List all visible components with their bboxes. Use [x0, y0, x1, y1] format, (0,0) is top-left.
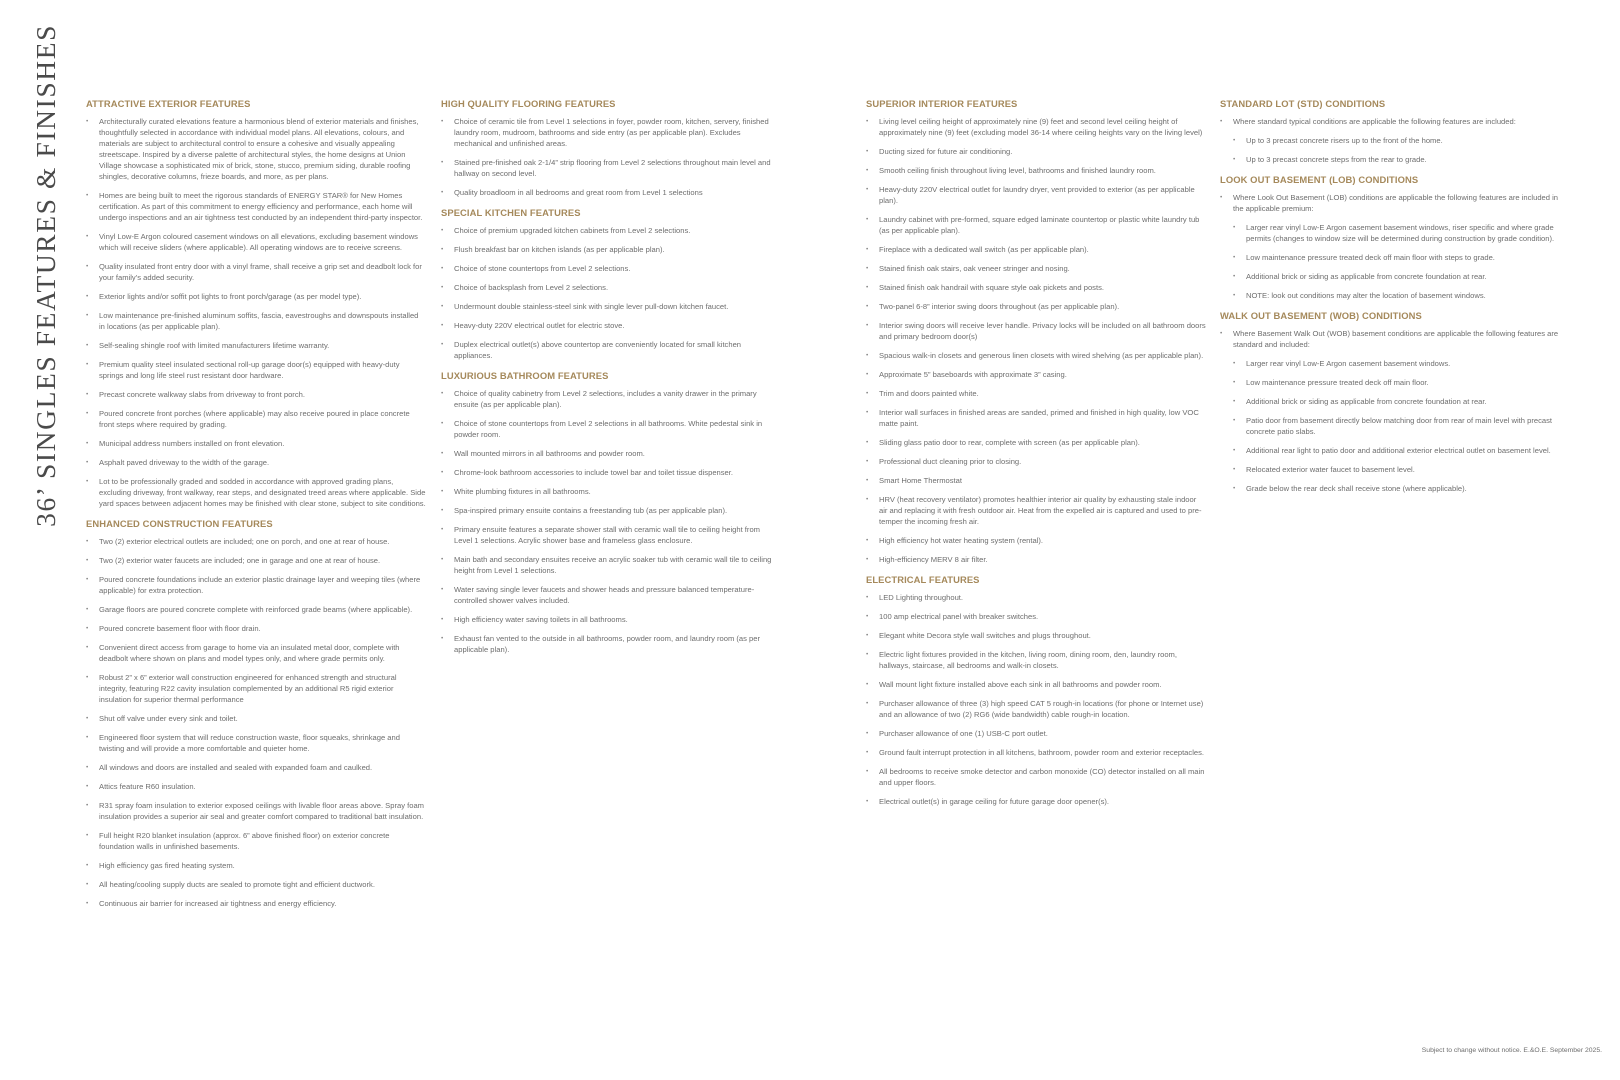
feature-list: [441, 116, 780, 198]
feature-item: • Garage floors are poured concrete complete with reinforced grade beams (where applicable).: [86, 604, 426, 615]
feature-item: • Spacious walk-in closets and generous linen closets with wired shelving (as per applicable plan).: [866, 350, 1206, 361]
section-heading: WALK OUT BASEMENT (WOB) CONDITIONS: [1220, 310, 1422, 321]
feature-section: [866, 98, 1206, 565]
feature-item: • High efficiency water saving toilets in all bathrooms.: [441, 614, 780, 625]
section-heading: ATTRACTIVE EXTERIOR FEATURES: [86, 98, 251, 109]
feature-item: • Heavy-duty 220V electrical outlet for electric stove.: [441, 320, 780, 331]
feature-list: [1220, 328, 1560, 350]
feature-item: • R31 spray foam insulation to exterior exposed ceilings with livable floor areas above. Spray foam insulation provides a superior air seal and greater comfort compared to traditional batt insulation.: [86, 800, 426, 822]
feature-item: • All bedrooms to receive smoke detector and carbon monoxide (CO) detector installed on all main and upper floors.: [866, 766, 1206, 788]
feature-item: • Attics feature R60 insulation.: [86, 781, 426, 792]
feature-section: [441, 207, 780, 361]
section-heading: ELECTRICAL FEATURES: [866, 574, 980, 585]
section-heading: SPECIAL KITCHEN FEATURES: [441, 207, 581, 218]
feature-item: • 100 amp electrical panel with breaker switches.: [866, 611, 1206, 622]
feature-section: [441, 98, 780, 198]
feature-item: • Stained pre-finished oak 2-1/4” strip flooring from Level 2 selections throughout main level and hallway on second level.: [441, 157, 780, 179]
feature-subitem: • NOTE: look out conditions may alter the location of basement windows.: [1233, 290, 1560, 301]
feature-subitem: • Up to 3 precast concrete risers up to the front of the home.: [1233, 135, 1560, 146]
feature-subitem: • Patio door from basement directly below matching door from rear of main level with precast concrete patio slabs.: [1233, 415, 1560, 437]
column-2: [441, 98, 780, 664]
feature-item: • High efficiency gas fired heating system.: [86, 860, 426, 871]
feature-item: • Approximate 5” baseboards with approximate 3” casing.: [866, 369, 1206, 380]
feature-item: • Homes are being built to meet the rigorous standards of ENERGY STAR® for New Homes certification. As part of this commitment to energy efficiency and performance, each home will undergo inspections and an air tightness test conducted by an independent third-party inspector.: [86, 190, 426, 223]
feature-item: • Poured concrete foundations include an exterior plastic drainage layer and weeping tiles (where applicable) for extra protection.: [86, 574, 426, 596]
feature-item: • Municipal address numbers installed on front elevation.: [86, 438, 426, 449]
feature-item: • Water saving single lever faucets and shower heads and pressure balanced temperature-controlled shower valves included.: [441, 584, 780, 606]
feature-item: • Where Look Out Basement (LOB) conditions are applicable the following features are included in the applicable premium:: [1220, 192, 1560, 214]
page-title: 36’ SINGLES FEATURES & FINISHES: [30, 23, 61, 527]
feature-item: • Two-panel 6-8” interior swing doors throughout (as per applicable plan).: [866, 301, 1206, 312]
feature-item: • Trim and doors painted white.: [866, 388, 1206, 399]
feature-item: • Heavy-duty 220V electrical outlet for laundry dryer, vent provided to exterior (as per applicable plan).: [866, 184, 1206, 206]
feature-item: • Quality insulated front entry door with a vinyl frame, shall receive a grip set and deadbolt lock for your family’s added security.: [86, 261, 426, 283]
feature-item: • Main bath and secondary ensuites receive an acrylic soaker tub with ceramic wall tile to ceiling height from Level 1 selections.: [441, 554, 780, 576]
feature-item: • Ducting sized for future air conditioning.: [866, 146, 1206, 157]
section-heading: SUPERIOR INTERIOR FEATURES: [866, 98, 1018, 109]
feature-sublist: [1220, 222, 1560, 301]
feature-item: • Robust 2” x 6” exterior wall construction engineered for enhanced strength and structural integrity, featuring R22 cavity insulation complemented by an additional R5 rigid exterior insulation for superior thermal performance: [86, 672, 426, 705]
feature-subitem: • Larger rear vinyl Low-E Argon casement basement windows, riser specific and where grade permits (changes to window size will be determined during construction by grade condition).: [1233, 222, 1560, 244]
feature-item: • Exhaust fan vented to the outside in all bathrooms, powder room, and laundry room (as per applicable plan).: [441, 633, 780, 655]
feature-item: • Exterior lights and/or soffit pot lights to front porch/garage (as per model type).: [86, 291, 426, 302]
feature-item: • Purchaser allowance of one (1) USB-C port outlet.: [866, 728, 1206, 739]
feature-section: [86, 98, 426, 509]
feature-section: [441, 370, 780, 655]
feature-list: [1220, 192, 1560, 214]
feature-item: • Architecturally curated elevations feature a harmonious blend of exterior materials and finishes, thoughtfully selected in accordance with individual model plans. All elevations, colours, and materials are subject to architectural control to ensure a cohesive and visually appealing streetscape. Inspired by a diverse palette of architectural styles, the home designs at Union Village showcase a sophisticated mix of brick, stone, stucco, premium siding, durable roofing shingles, decorative columns, frieze boards, and more, as per plans.: [86, 116, 426, 182]
feature-subitem: • Low maintenance pressure treated deck off main floor.: [1233, 377, 1560, 388]
feature-item: • Fireplace with a dedicated wall switch (as per applicable plan).: [866, 244, 1206, 255]
feature-item: • High efficiency hot water heating system (rental).: [866, 535, 1206, 546]
feature-item: • Shut off valve under every sink and toilet.: [86, 713, 426, 724]
feature-item: • Choice of backsplash from Level 2 selections.: [441, 282, 780, 293]
feature-section: [1220, 310, 1560, 494]
feature-item: • HRV (heat recovery ventilator) promotes healthier interior air quality by exhausting stale indoor air and replacing it with fresh outdoor air. Heat from the expelled air is captured and used to pre-temper the incoming fresh air.: [866, 494, 1206, 527]
feature-item: • Interior swing doors will receive lever handle. Privacy locks will be included on all bathroom doors and primary bedroom door(s): [866, 320, 1206, 342]
feature-item: • Choice of ceramic tile from Level 1 selections in foyer, powder room, kitchen, servery, finished laundry room, mudroom, bathrooms and side entry (as per applicable plan). Excludes mechanical and unfinished areas.: [441, 116, 780, 149]
feature-item: • High-efficiency MERV 8 air filter.: [866, 554, 1206, 565]
feature-sublist: [1220, 135, 1560, 165]
feature-item: • Smooth ceiling finish throughout living level, bathrooms and finished laundry room.: [866, 165, 1206, 176]
feature-list: [441, 225, 780, 361]
feature-item: • Spa-inspired primary ensuite contains a freestanding tub (as per applicable plan).: [441, 505, 780, 516]
feature-item: • Quality broadloom in all bedrooms and great room from Level 1 selections: [441, 187, 780, 198]
feature-subitem: • Relocated exterior water faucet to basement level.: [1233, 464, 1560, 475]
feature-item: • Continuous air barrier for increased air tightness and energy efficiency.: [86, 898, 426, 909]
footer-disclaimer: Subject to change without notice. E.&O.E. September 2025.: [1421, 1047, 1602, 1054]
feature-item: • Where Basement Walk Out (WOB) basement conditions are applicable the following features are standard and included:: [1220, 328, 1560, 350]
feature-item: • Stained finish oak handrail with square style oak pickets and posts.: [866, 282, 1206, 293]
feature-item: • Undermount double stainless-steel sink with single lever pull-down kitchen faucet.: [441, 301, 780, 312]
feature-list: [866, 116, 1206, 565]
feature-list: [86, 536, 426, 909]
feature-item: • Choice of quality cabinetry from Level 2 selections, includes a vanity drawer in the primary ensuite (as per applicable plan).: [441, 388, 780, 410]
feature-item: • Two (2) exterior water faucets are included; one in garage and one at rear of house.: [86, 555, 426, 566]
feature-list: [866, 592, 1206, 807]
feature-section: [1220, 174, 1560, 301]
feature-list: [86, 116, 426, 509]
feature-item: • Premium quality steel insulated sectional roll-up garage door(s) equipped with heavy-duty springs and long life steel rust resistant door hardware.: [86, 359, 426, 381]
feature-item: • Where standard typical conditions are applicable the following features are included:: [1220, 116, 1560, 127]
feature-item: • Smart Home Thermostat: [866, 475, 1206, 486]
feature-item: • Primary ensuite features a separate shower stall with ceramic wall tile to ceiling height from Level 1 selections. Acrylic shower base and frameless glass enclosure.: [441, 524, 780, 546]
feature-item: • Choice of premium upgraded kitchen cabinets from Level 2 selections.: [441, 225, 780, 236]
feature-item: • All heating/cooling supply ducts are sealed to promote tight and efficient ductwork.: [86, 879, 426, 890]
feature-item: • Professional duct cleaning prior to closing.: [866, 456, 1206, 467]
feature-sublist: [1220, 358, 1560, 494]
column-4: [1220, 98, 1560, 503]
feature-item: • Self-sealing shingle roof with limited manufacturers lifetime warranty.: [86, 340, 426, 351]
feature-section: [1220, 98, 1560, 165]
feature-item: • Precast concrete walkway slabs from driveway to front porch.: [86, 389, 426, 400]
section-heading: STANDARD LOT (STD) CONDITIONS: [1220, 98, 1386, 109]
section-heading: HIGH QUALITY FLOORING FEATURES: [441, 98, 616, 109]
column-1: [86, 98, 426, 918]
feature-item: • Flush breakfast bar on kitchen islands (as per applicable plan).: [441, 244, 780, 255]
section-heading: ENHANCED CONSTRUCTION FEATURES: [86, 518, 273, 529]
feature-subitem: • Additional brick or siding as applicable from concrete foundation at rear.: [1233, 396, 1560, 407]
feature-item: • Chrome-look bathroom accessories to include towel bar and toilet tissue dispenser.: [441, 467, 780, 478]
feature-item: • Poured concrete basement floor with floor drain.: [86, 623, 426, 634]
column-3: [866, 98, 1206, 816]
feature-item: • Stained finish oak stairs, oak veneer stringer and nosing.: [866, 263, 1206, 274]
feature-item: • Electrical outlet(s) in garage ceiling for future garage door opener(s).: [866, 796, 1206, 807]
section-heading: LOOK OUT BASEMENT (LOB) CONDITIONS: [1220, 174, 1419, 185]
feature-item: • Electric light fixtures provided in the kitchen, living room, dining room, den, laundry room, hallways, staircase, all bedrooms and walk-in closets.: [866, 649, 1206, 671]
feature-item: • Convenient direct access from garage to home via an insulated metal door, complete with deadbolt where shown on plans and model types only, and where grade permits only.: [86, 642, 426, 664]
feature-item: • Purchaser allowance of three (3) high speed CAT 5 rough-in locations (for phone or Internet use) and an allowance of two (2) RG6 (wide bandwidth) cable rough-in location.: [866, 698, 1206, 720]
vertical-page-title: [30, 23, 62, 527]
feature-subitem: • Additional brick or siding as applicable from concrete foundation at rear.: [1233, 271, 1560, 282]
feature-subitem: • Up to 3 precast concrete steps from the rear to grade.: [1233, 154, 1560, 165]
feature-item: • Laundry cabinet with pre-formed, square edged laminate countertop or plastic white laundry tub (as per applicable plan).: [866, 214, 1206, 236]
feature-item: • White plumbing fixtures in all bathrooms.: [441, 486, 780, 497]
section-heading: LUXURIOUS BATHROOM FEATURES: [441, 370, 609, 381]
feature-section: [866, 574, 1206, 807]
feature-item: • Elegant white Decora style wall switches and plugs throughout.: [866, 630, 1206, 641]
feature-item: • Low maintenance pre-finished aluminum soffits, fascia, eavestroughs and downspouts installed in locations (as per applicable plan).: [86, 310, 426, 332]
feature-item: • Wall mounted mirrors in all bathrooms and powder room.: [441, 448, 780, 459]
feature-item: • Duplex electrical outlet(s) above countertop are conveniently located for small kitchen appliances.: [441, 339, 780, 361]
feature-item: • All windows and doors are installed and sealed with expanded foam and caulked.: [86, 762, 426, 773]
feature-list: [441, 388, 780, 655]
feature-item: • Engineered floor system that will reduce construction waste, floor squeaks, shrinkage and twisting and will provide a more comfortable and quieter home.: [86, 732, 426, 754]
feature-item: • Poured concrete front porches (where applicable) may also receive poured in place concrete front steps where required by grading.: [86, 408, 426, 430]
feature-subitem: • Additional rear light to patio door and additional exterior electrical outlet on basement level.: [1233, 445, 1560, 456]
feature-item: • Living level ceiling height of approximately nine (9) feet and second level ceiling height of approximately nine (9) feet (excluding model 36-14 where ceiling heights vary on the living level): [866, 116, 1206, 138]
feature-item: • Ground fault interrupt protection in all kitchens, bathroom, powder room and exterior receptacles.: [866, 747, 1206, 758]
feature-subitem: • Low maintenance pressure treated deck off main floor with steps to grade.: [1233, 252, 1560, 263]
feature-item: • Choice of stone countertops from Level 2 selections in all bathrooms. White pedestal sink in powder room.: [441, 418, 780, 440]
feature-item: • Two (2) exterior electrical outlets are included; one on porch, and one at rear of house.: [86, 536, 426, 547]
feature-section: [86, 518, 426, 909]
feature-subitem: • Larger rear vinyl Low-E Argon casement basement windows.: [1233, 358, 1560, 369]
feature-item: • LED Lighting throughout.: [866, 592, 1206, 603]
feature-item: • Sliding glass patio door to rear, complete with screen (as per applicable plan).: [866, 437, 1206, 448]
feature-item: • Wall mount light fixture installed above each sink in all bathrooms and powder room.: [866, 679, 1206, 690]
feature-item: • Lot to be professionally graded and sodded in accordance with approved grading plans, excluding driveway, front walkway, rear steps, and designated treed areas where applicable. Side yard spaces between adjacent homes may be finished with clear stone, subject to site conditions.: [86, 476, 426, 509]
feature-item: • Vinyl Low-E Argon coloured casement windows on all elevations, excluding basement windows which will receive sliders (where applicable). All operating windows are to receive screens.: [86, 231, 426, 253]
feature-item: • Choice of stone countertops from Level 2 selections.: [441, 263, 780, 274]
feature-list: [1220, 116, 1560, 127]
feature-item: • Asphalt paved driveway to the width of the garage.: [86, 457, 426, 468]
feature-item: • Interior wall surfaces in finished areas are sanded, primed and finished in high quality, low VOC matte paint.: [866, 407, 1206, 429]
feature-item: • Full height R20 blanket insulation (approx. 6” above finished floor) on exterior concrete foundation walls in unfinished basements.: [86, 830, 426, 852]
feature-subitem: • Grade below the rear deck shall receive stone (where applicable).: [1233, 483, 1560, 494]
